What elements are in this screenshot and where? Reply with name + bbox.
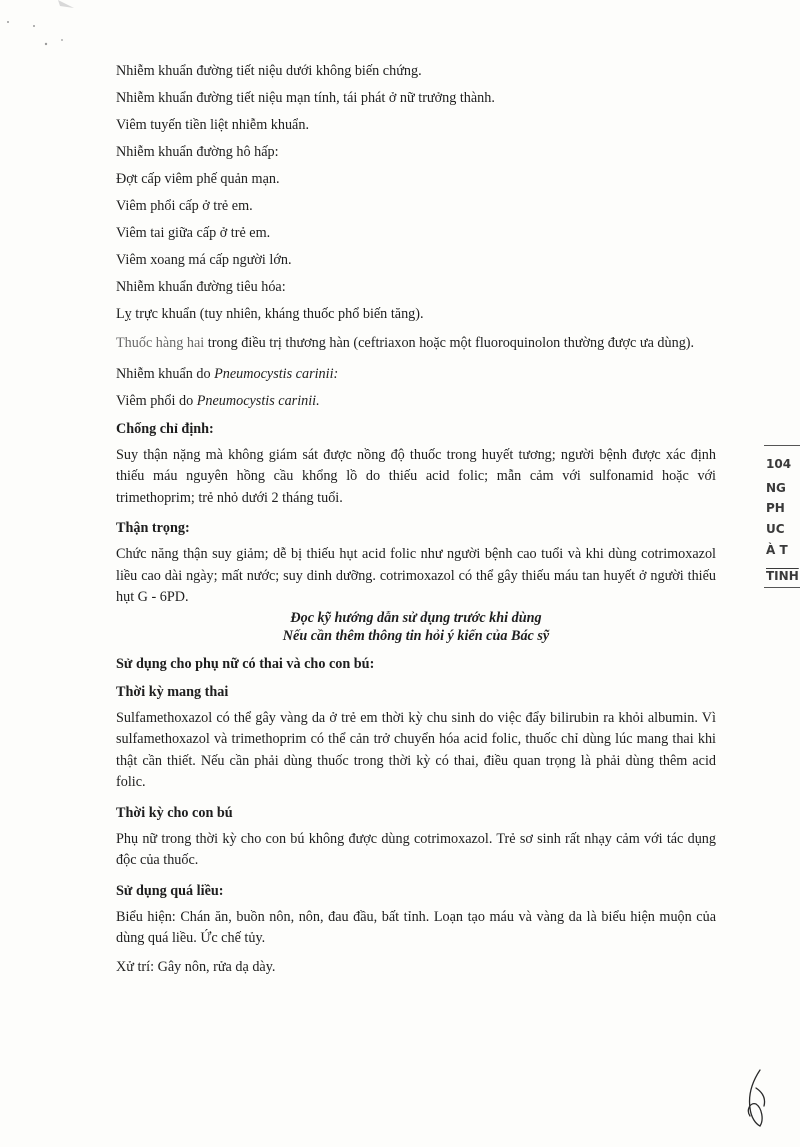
indication-line: Nhiễm khuẩn đường hô hấp: (116, 144, 279, 160)
indication-line: Nhiễm khuẩn đường tiết niệu mạn tính, tái phát ở nữ trưởng thành. (116, 90, 495, 106)
precautions-heading: Thận trọng: (116, 520, 190, 536)
overdose-symptoms: Biểu hiện: Chán ăn, buồn nôn, nôn, đau đầu, bất tỉnh. Loạn tạo máu và vàng da là biểu hiện muộn của dùng quá liều. Ức chế tủy. (116, 908, 716, 946)
indication-line: Đợt cấp viêm phế quản mạn. (116, 171, 280, 187)
precautions-text: Chức năng thận suy giảm; dễ bị thiếu hụt acid folic như người bệnh cao tuổi và khi dùng cotrimoxazol liều cao dài ngày; mất nước; suy dinh dưỡng. cotrimoxazol có thể gây thiếu máu tan huyết ở người thiếu hụt G - 6PD. (116, 546, 716, 605)
indication-line: Viêm phổi cấp ở trẻ em. (116, 198, 253, 214)
signature-mark (742, 1068, 772, 1130)
pneumocystis-infection-prefix: Nhiễm khuẩn do (116, 365, 215, 382)
pneumocystis-pneumonia-line (116, 392, 716, 410)
overdose-heading: Sử dụng quá liều: (116, 882, 224, 899)
notice-line-2: Nếu cần thêm thông tin hỏi ý kiến của Bác sỹ (282, 627, 550, 644)
stamp-fragment: 104 (766, 457, 792, 471)
stamp-fragment: À T (766, 543, 788, 557)
typhoid-note-rest: trong điều trị thương hàn (ceftriaxon hoặc một fluoroquinolon thường được ưa dùng). (204, 335, 695, 351)
pregnancy-period-heading: Thời kỳ mang thai (116, 683, 229, 700)
pregnancy-period-text: Sulfamethoxazol có thể gây vàng da ở trẻ em thời kỳ chu sinh do việc đẩy bilirubin ra khỏi albumin. Vì sulfamethoxazol và trimethoprim có thể cản trở chuyển hóa acid folic, thuốc chỉ dùng lúc mang thai khi thật cần thiết. Nếu cần phải dùng thuốc trong thời kỳ có thai, điều quan trọng là phải dùng thêm acid folic. (116, 709, 716, 790)
contraindications-text: Suy thận nặng mà không giám sát được nồng độ thuốc trong huyết tương; người bệnh được xác định thiếu máu nguyên hồng cầu khổng lồ do thiếu acid folic; mẫn cảm với sulfonamid hoặc với trimethoprim; trẻ nhỏ dưới 2 tháng tuổi. (116, 446, 716, 506)
stamp-fragment: PH (766, 501, 785, 515)
typhoid-note-faded: Thuốc hàng hai (116, 335, 205, 351)
pneumocystis-pneumonia-organism: Pneumocystis carinii. (196, 392, 320, 409)
indication-line: Viêm tai giữa cấp ở trẻ em. (116, 225, 271, 241)
stamp-edge (764, 445, 800, 605)
typhoid-note (116, 333, 716, 355)
pneumocystis-infection-line (116, 365, 716, 383)
document-body (116, 62, 716, 978)
pregnancy-heading: Sử dụng cho phụ nữ có thai và cho con bú: (116, 655, 375, 672)
indication-line: Nhiễm khuẩn đường tiết niệu dưới không biến chứng. (116, 63, 422, 79)
stamp-rule (764, 587, 800, 588)
contraindications-heading: Chống chỉ định: (116, 420, 214, 437)
pneumocystis-infection-organism: Pneumocystis carinii: (214, 365, 339, 382)
pneumocystis-pneumonia-prefix: Viêm phổi do (116, 392, 197, 409)
overdose-treatment: Xử trí: Gây nôn, rửa dạ dày. (116, 958, 276, 975)
indication-line: Nhiễm khuẩn đường tiêu hóa: (116, 279, 286, 295)
stamp-fragment: NG (766, 481, 786, 495)
breastfeeding-heading: Thời kỳ cho con bú (116, 804, 233, 821)
breastfeeding-text: Phụ nữ trong thời kỳ cho con bú không được dùng cotrimoxazol. Trẻ sơ sinh rất nhạy cảm với tác dụng độc của thuốc. (116, 830, 716, 868)
scan-specks (0, 0, 120, 60)
indication-line: Lỵ trực khuẩn (tuy nhiên, kháng thuốc phổ biến tăng). (116, 306, 424, 322)
notice-line-1: Đọc kỹ hướng dẫn sử dụng trước khi dùng (290, 609, 542, 626)
stamp-fragment: TINH (766, 569, 799, 583)
stamp-fragment: UC (766, 522, 785, 536)
indication-line: Viêm tuyến tiền liệt nhiễm khuẩn. (116, 117, 309, 133)
indication-line: Viêm xoang má cấp người lớn. (116, 252, 292, 268)
stamp-rule (764, 445, 800, 446)
